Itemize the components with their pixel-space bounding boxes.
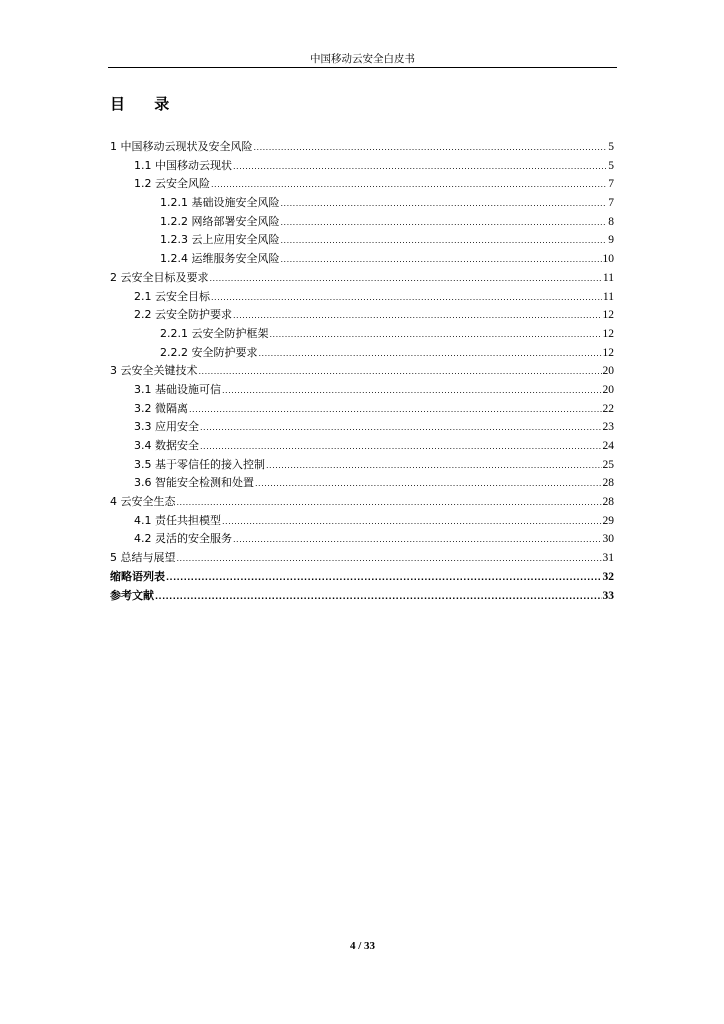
toc-entry[interactable] bbox=[110, 175, 614, 194]
toc-entry[interactable] bbox=[110, 362, 614, 381]
toc-entry-label: 1.2.1 基础设施安全风险 bbox=[160, 196, 280, 210]
toc-dot-leader bbox=[222, 513, 602, 532]
toc-dot-leader bbox=[166, 569, 602, 588]
toc-page-number: 8 bbox=[608, 215, 614, 228]
toc-entry-label: 2.1 云安全目标 bbox=[134, 289, 210, 303]
toc-entry-label: 1.2 云安全风险 bbox=[134, 177, 210, 191]
toc-entry[interactable] bbox=[110, 493, 614, 512]
toc-entry-label: 3.1 基础设施可信 bbox=[134, 382, 221, 396]
toc-entry[interactable] bbox=[110, 456, 614, 475]
toc-entry-label: 4.1 责任共担模型 bbox=[134, 513, 221, 527]
header-divider bbox=[108, 67, 617, 68]
toc-entry[interactable] bbox=[110, 325, 614, 344]
toc-entry-label: 3.4 数据安全 bbox=[134, 439, 199, 452]
toc-entry-label: 1.2.2 网络部署安全风险 bbox=[160, 214, 280, 228]
toc-dot-leader bbox=[281, 232, 608, 251]
toc-entry[interactable] bbox=[110, 194, 614, 213]
toc-entry[interactable] bbox=[110, 400, 614, 419]
toc-page-number: 24 bbox=[602, 440, 614, 452]
toc-page-number: 32 bbox=[602, 570, 614, 583]
toc-page-number: 11 bbox=[602, 290, 614, 303]
toc-entry-label: 2 云安全目标及要求 bbox=[110, 270, 209, 284]
toc-dot-leader bbox=[210, 270, 602, 289]
toc-entry-label: 2.2 云安全防护要求 bbox=[134, 308, 232, 322]
toc-entry[interactable] bbox=[110, 157, 614, 176]
toc-entry[interactable] bbox=[110, 344, 614, 363]
toc-entry-label: 4 云安全生态 bbox=[110, 495, 176, 509]
toc-dot-leader bbox=[177, 494, 602, 513]
toc-page-number: 5 bbox=[608, 159, 614, 172]
toc-entry-label: 3.2 微隔离 bbox=[134, 401, 188, 415]
toc-entry-label: 4.2 灵活的安全服务 bbox=[134, 532, 232, 546]
toc-entry[interactable] bbox=[110, 269, 614, 288]
toc-entry[interactable] bbox=[110, 381, 614, 400]
toc-dot-leader bbox=[189, 401, 602, 420]
toc-entry[interactable] bbox=[110, 138, 614, 157]
toc-entry[interactable] bbox=[110, 512, 614, 531]
toc-entry-label: 2.2.1 云安全防护框架 bbox=[160, 326, 269, 340]
toc-heading: 目 录 bbox=[110, 95, 182, 113]
toc-entry-label: 缩略语列表 bbox=[110, 569, 165, 583]
toc-dot-leader bbox=[211, 176, 607, 195]
toc-dot-leader bbox=[233, 531, 602, 550]
toc-dot-leader bbox=[200, 419, 602, 438]
toc-page-number: 20 bbox=[602, 383, 614, 396]
toc-entry[interactable] bbox=[110, 474, 614, 493]
toc-dot-leader bbox=[200, 438, 602, 457]
toc-entry-label: 5 总结与展望 bbox=[110, 551, 176, 565]
toc-page-number: 7 bbox=[608, 197, 614, 210]
toc-entry-label: 1.1 中国移动云现状 bbox=[134, 158, 232, 172]
toc-entry-label: 3.5 基于零信任的接入控制 bbox=[134, 457, 265, 471]
toc-dot-leader bbox=[281, 195, 608, 214]
toc-dot-leader bbox=[270, 326, 602, 345]
toc-page-number: 33 bbox=[602, 589, 614, 602]
toc-page-number: 22 bbox=[602, 402, 614, 415]
toc-dot-leader bbox=[281, 214, 608, 233]
toc-page-number: 23 bbox=[602, 421, 614, 434]
toc-entry-label: 1.2.4 运维服务安全风险 bbox=[160, 252, 280, 266]
toc-dot-leader bbox=[233, 158, 607, 177]
toc-entry[interactable] bbox=[110, 231, 614, 250]
toc-page-number: 28 bbox=[602, 496, 614, 509]
toc-dot-leader bbox=[177, 550, 602, 569]
toc-entry[interactable] bbox=[110, 418, 614, 437]
toc-entry[interactable] bbox=[110, 288, 614, 307]
toc-entry[interactable] bbox=[110, 250, 614, 269]
toc-entry-label: 3 云安全关键技术 bbox=[110, 364, 198, 378]
toc-entry[interactable] bbox=[110, 549, 614, 568]
toc-page-number: 31 bbox=[602, 552, 614, 565]
toc-page-number: 12 bbox=[602, 327, 614, 340]
page-number-footer: 4 / 33 bbox=[349, 940, 376, 952]
toc-dot-leader bbox=[233, 307, 602, 326]
toc-page-number: 12 bbox=[602, 346, 614, 359]
toc-dot-leader bbox=[255, 475, 602, 494]
toc-entry[interactable] bbox=[110, 306, 614, 325]
toc-page-number: 12 bbox=[602, 309, 614, 322]
toc-page-number: 5 bbox=[608, 141, 614, 153]
toc-page-number: 10 bbox=[602, 253, 614, 266]
toc-page-number: 25 bbox=[602, 458, 614, 471]
running-header: 中国移动云安全白皮书 bbox=[310, 53, 415, 65]
toc-entry-label: 3.3 应用安全 bbox=[134, 420, 199, 434]
toc-entry[interactable] bbox=[110, 437, 614, 456]
toc-entry[interactable] bbox=[110, 213, 614, 232]
toc-page-number: 30 bbox=[602, 533, 614, 546]
toc-entry-label: 1.2.3 云上应用安全风险 bbox=[160, 233, 280, 247]
toc-entry[interactable] bbox=[110, 587, 614, 606]
toc-page-number: 11 bbox=[602, 271, 614, 284]
toc-entry-label: 2.2.2 安全防护要求 bbox=[160, 345, 258, 359]
toc-page-number: 28 bbox=[602, 477, 614, 490]
toc-dot-leader bbox=[281, 251, 602, 270]
toc-dot-leader bbox=[222, 382, 602, 401]
toc-entry-label: 参考文献 bbox=[110, 588, 154, 602]
toc-entry-label: 3.6 智能安全检测和处置 bbox=[134, 476, 254, 490]
toc-dot-leader bbox=[266, 457, 602, 476]
toc-dot-leader bbox=[199, 363, 602, 382]
toc-dot-leader bbox=[254, 139, 608, 158]
toc-dot-leader bbox=[155, 588, 602, 607]
toc-page-number: 20 bbox=[602, 365, 614, 378]
toc-dot-leader bbox=[211, 289, 602, 308]
table-of-contents bbox=[110, 138, 614, 605]
toc-entry[interactable] bbox=[110, 530, 614, 549]
toc-entry[interactable] bbox=[110, 568, 614, 587]
toc-dot-leader bbox=[259, 345, 602, 364]
toc-page-number: 29 bbox=[602, 514, 614, 527]
toc-page-number: 7 bbox=[608, 178, 614, 191]
toc-entry-label: 1 中国移动云现状及安全风险 bbox=[110, 140, 253, 153]
toc-page-number: 9 bbox=[608, 234, 614, 247]
